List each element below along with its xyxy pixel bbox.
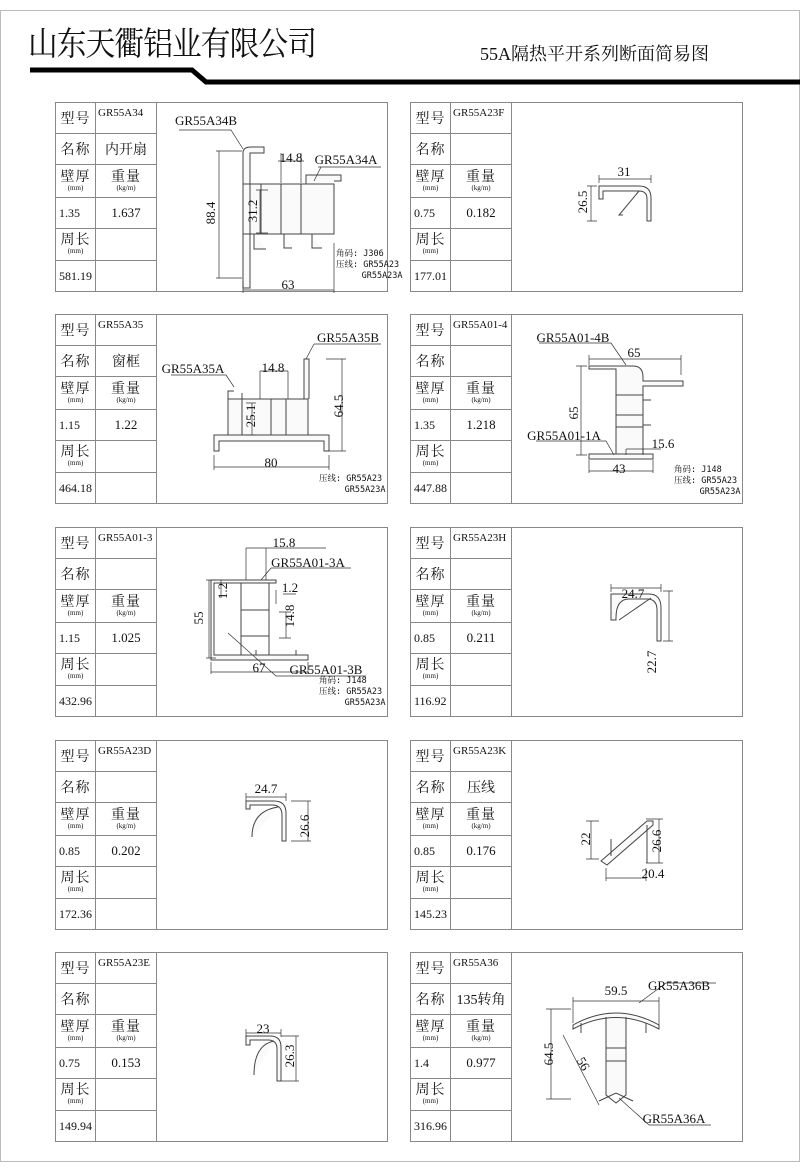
part-label: GR55A35B [316,330,380,345]
note-line [336,271,403,282]
profile-section-shape [601,821,653,865]
note-value: GR55A23 [701,476,738,486]
weight-label-unit: (kg/m) [471,821,491,830]
perimeter-label-text: 周长 [60,871,91,886]
dimension-label: 15.6 [651,436,675,451]
dimension-label: 64.5 [541,1042,556,1066]
profile-card [410,314,743,504]
name-label-text: 名称 [60,143,91,158]
weight-value: 1.218 [451,410,511,441]
perimeter-label-unit: (mm) [422,1097,439,1105]
dimension-label: 63 [281,277,295,292]
wall-label-text: 壁厚 [415,807,446,823]
weight-value: 0.176 [451,836,511,867]
model-label-text: 型号 [60,112,91,127]
name-value: 压线 [451,772,511,803]
note-label [674,487,700,497]
wall-label-unit: (mm) [67,183,84,192]
note-label: 角码: [674,465,702,475]
weight-label-unit: (kg/m) [116,395,136,404]
note-value: GR55A23 [346,474,383,484]
weight-label-text: 重量 [111,594,141,610]
perimeter-value: 464.18 [56,473,96,503]
wall-label-text: 壁厚 [60,594,91,610]
note-value: J148 [701,465,722,475]
wall-label-text: 壁厚 [60,169,91,185]
perimeter-label-text: 周长 [415,1083,446,1098]
dimension-label: 31 [617,164,631,179]
dimension-label: 15.8 [272,535,296,550]
perimeter-value: 432.96 [56,686,96,716]
part-label: GR55A34B [174,113,238,128]
wall-label-text: 壁厚 [415,594,446,610]
weight-value: 0.211 [451,623,511,654]
dimension-label: 56 [573,1054,594,1074]
profile-card [55,527,388,717]
part-label: GR55A01-4B [536,330,610,345]
accessory-notes [319,676,386,709]
wall-value: 1.4 [411,1048,451,1079]
dimension-label: 43 [612,461,626,476]
note-label: 压线: [336,260,364,270]
perimeter-label-unit: (mm) [67,885,84,893]
wall-label-unit: (mm) [67,821,84,830]
profile-section-shape [246,1036,281,1081]
note-label [336,271,362,281]
wall-value: 1.15 [56,410,96,441]
weight-label-unit: (kg/m) [471,395,491,404]
dimension-label: 22 [578,832,593,846]
profile-drawing [411,528,744,718]
weight-label-text: 重量 [466,381,496,397]
model-value: GR55A23D [96,741,156,772]
document-title: 55A隔热平开系列断面简易图 [480,44,709,64]
note-label [319,698,345,708]
model-value: GR55A01-4 [451,315,511,346]
model-value: GR55A36 [451,953,511,984]
dimension-label: 80 [264,455,278,470]
name-label-text: 名称 [60,568,91,583]
note-label: 角码: [319,676,347,686]
dimension-label: 25.1 [243,404,258,428]
wall-label-unit: (mm) [422,395,439,404]
dimension-label: 1.2 [281,580,299,595]
dimension-label: 14.8 [261,360,285,375]
dimension-label: 55 [191,611,206,625]
note-value: J148 [346,676,367,686]
weight-label-unit: (kg/m) [116,183,136,192]
weight-label-text: 重量 [466,594,496,610]
note-value: GR55A23A [361,271,403,281]
dimension-label: 31.2 [245,199,260,223]
profile-drawing [56,953,389,1143]
dimension-label: 24.7 [621,586,645,601]
note-value: GR55A23A [699,487,741,497]
name-label-text: 名称 [415,993,446,1008]
weight-label-unit: (kg/m) [471,608,491,617]
wall-label-text: 壁厚 [415,169,446,185]
weight-value: 1.637 [96,198,156,229]
profile-section-shape [246,801,286,841]
dimension-label: 14.8 [282,604,297,628]
profile-card [410,740,743,930]
company-name: 山东天衢铝业有限公司 [28,27,316,63]
profile-card [55,102,403,292]
perimeter-label-text: 周长 [60,445,91,460]
weight-value: 1.025 [96,623,156,654]
perimeter-label-unit: (mm) [67,459,84,467]
part-label: GR55A34A [314,152,378,167]
wall-value: 0.85 [411,836,451,867]
weight-value: 1.22 [96,410,156,441]
dimension-label: 65 [566,406,581,420]
model-label-text: 型号 [415,750,446,765]
wall-value: 0.85 [56,836,96,867]
part-label: GR55A01-3B [289,662,363,677]
weight-label-text: 重量 [466,807,496,823]
part-label: GR55A01-3A [271,555,345,570]
perimeter-value: 149.94 [56,1111,96,1141]
wall-label-unit: (mm) [67,1033,84,1042]
wall-label-text: 壁厚 [415,381,446,397]
model-value: GR55A23E [96,953,156,984]
perimeter-label-text: 周长 [60,1083,91,1098]
name-value: 内开扇 [96,134,156,165]
name-label-text: 名称 [415,143,446,158]
name-label-text: 名称 [60,993,91,1008]
weight-label-text: 重量 [111,381,141,397]
perimeter-label-unit: (mm) [67,672,84,680]
perimeter-label-text: 周长 [415,658,446,673]
perimeter-value: 177.01 [411,261,451,291]
perimeter-label-unit: (mm) [422,459,439,467]
note-label: 压线: [674,476,702,486]
wall-label-unit: (mm) [67,608,84,617]
perimeter-value: 447.88 [411,473,451,503]
note-value: GR55A23 [363,260,400,270]
name-value: 窗框 [96,346,156,377]
model-value: GR55A35 [96,315,156,346]
note-value: GR55A23 [346,687,383,697]
model-label-text: 型号 [60,750,91,765]
name-label-text: 名称 [415,568,446,583]
weight-label-text: 重量 [466,169,496,185]
perimeter-value: 116.92 [411,686,451,716]
accessory-notes [319,474,386,496]
wall-label-unit: (mm) [422,821,439,830]
name-label-text: 名称 [415,781,446,796]
dimension-label: 67 [252,660,266,675]
dimension-label: 26.5 [575,190,590,214]
perimeter-label-unit: (mm) [422,672,439,680]
perimeter-value: 172.36 [56,899,96,929]
weight-value: 0.977 [451,1048,511,1079]
model-label-text: 型号 [415,112,446,127]
dimension-label: 59.5 [604,983,628,998]
weight-value: 0.153 [96,1048,156,1079]
model-label-text: 型号 [415,537,446,552]
perimeter-label-text: 周长 [60,233,91,248]
name-value: 135转角 [451,984,511,1015]
dimension-label: 26.6 [297,814,312,838]
profile-card [410,102,743,292]
note-label: 压线: [319,687,347,697]
note-label: 角码: [336,249,364,259]
weight-label-unit: (kg/m) [116,1033,136,1042]
wall-label-unit: (mm) [67,395,84,404]
model-label-text: 型号 [60,324,91,339]
weight-label-text: 重量 [111,169,141,185]
perimeter-label-unit: (mm) [67,247,84,255]
perimeter-label-unit: (mm) [422,247,439,255]
note-line [319,698,386,709]
note-line [674,465,741,476]
dimension-label: 22.7 [644,650,659,674]
perimeter-label-unit: (mm) [422,885,439,893]
weight-label-unit: (kg/m) [116,821,136,830]
note-line [319,676,386,687]
name-label-text: 名称 [60,355,91,370]
weight-value: 0.202 [96,836,156,867]
weight-label-text: 重量 [111,807,141,823]
profile-card [55,314,388,504]
profile-card [410,952,743,1142]
wall-label-unit: (mm) [422,183,439,192]
wall-label-text: 壁厚 [60,381,91,397]
dimension-label: 14.8 [279,150,303,165]
name-label-text: 名称 [60,781,91,796]
dimension-label: 20.4 [641,866,665,881]
wall-value: 1.35 [56,198,96,229]
note-line [674,487,741,498]
perimeter-label-text: 周长 [415,871,446,886]
weight-label-text: 重量 [111,1019,141,1035]
profile-card [55,740,388,930]
dimension-label: 26.3 [282,1044,297,1068]
wall-value: 0.85 [411,623,451,654]
part-label: GR55A01-1A [527,428,601,443]
weight-label-unit: (kg/m) [116,608,136,617]
perimeter-value: 316.96 [411,1111,451,1141]
accessory-notes [336,249,403,282]
name-label-text: 名称 [415,355,446,370]
model-value: GR55A23H [451,528,511,559]
note-value: J306 [363,249,384,259]
dimension-label: 1.2 [215,582,230,600]
note-line [336,260,403,271]
dimension-label: 64.5 [331,394,346,418]
profile-card [410,527,743,717]
perimeter-label-text: 周长 [415,445,446,460]
dimension-label: 24.7 [254,781,278,796]
note-line [674,476,741,487]
wall-value: 0.75 [56,1048,96,1079]
wall-label-unit: (mm) [422,608,439,617]
wall-label-text: 壁厚 [415,1019,446,1035]
part-label: GR55A36B [647,978,711,993]
model-label-text: 型号 [60,962,91,977]
note-line [319,474,386,485]
model-value: GR55A34 [96,103,156,134]
note-line [319,687,386,698]
note-line [336,249,403,260]
perimeter-value: 145.23 [411,899,451,929]
note-value: GR55A23A [344,698,386,708]
dimension-label: 26.6 [649,829,664,853]
wall-value: 1.15 [56,623,96,654]
model-value: GR55A01-3 [96,528,156,559]
wall-label-text: 壁厚 [60,1019,91,1035]
profile-section-shape [599,186,651,221]
weight-label-unit: (kg/m) [471,183,491,192]
profile-drawing [56,741,389,931]
dimension-label: 23 [256,1021,270,1036]
note-label: 压线: [319,474,347,484]
header-rule [0,0,800,100]
perimeter-label-unit: (mm) [67,1097,84,1105]
profile-card [55,952,388,1142]
weight-label-unit: (kg/m) [471,1033,491,1042]
note-label [319,485,345,495]
perimeter-value: 581.19 [56,261,96,291]
accessory-notes [674,465,741,498]
weight-value: 0.182 [451,198,511,229]
dimension-label: 65 [627,345,641,360]
dimension-lines [546,983,716,1125]
model-label-text: 型号 [60,537,91,552]
dimension-label: 88.4 [203,201,218,225]
dimension-lines [587,175,651,221]
model-value: GR55A23K [451,741,511,772]
wall-label-text: 壁厚 [60,807,91,823]
note-line [319,485,386,496]
weight-label-text: 重量 [466,1019,496,1035]
wall-value: 0.75 [411,198,451,229]
note-value: GR55A23A [344,485,386,495]
model-label-text: 型号 [415,324,446,339]
wall-label-unit: (mm) [422,1033,439,1042]
model-value: GR55A23F [451,103,511,134]
part-label: GR55A36A [642,1111,706,1126]
perimeter-label-text: 周长 [60,658,91,673]
model-label-text: 型号 [415,962,446,977]
part-label: GR55A35A [161,361,225,376]
perimeter-label-text: 周长 [415,233,446,248]
wall-value: 1.35 [411,410,451,441]
